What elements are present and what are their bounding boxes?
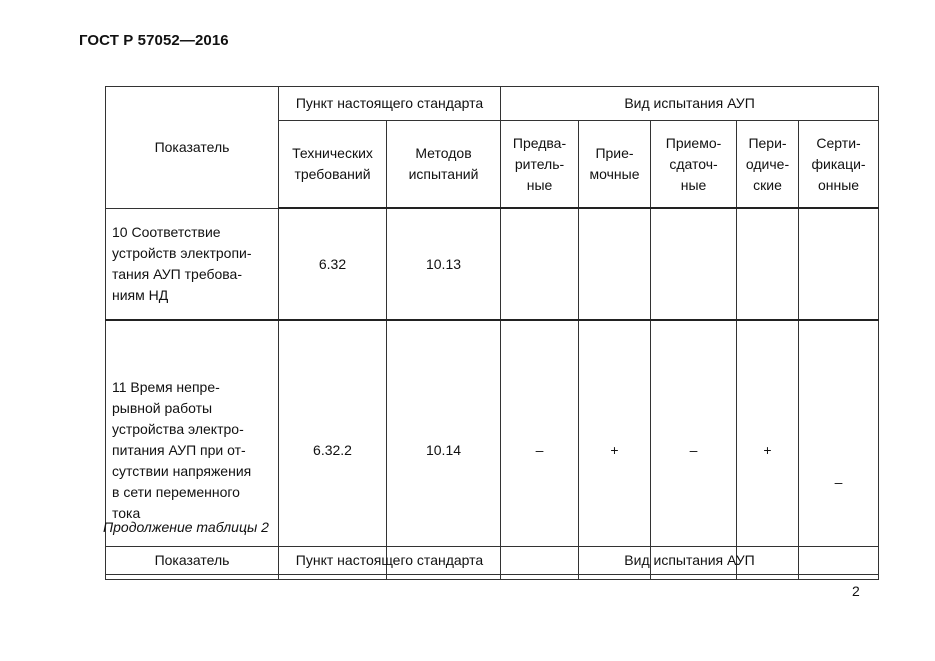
table-row bbox=[106, 208, 879, 320]
header-acceptance: Прие- мочные bbox=[579, 121, 651, 209]
test-matrix-table bbox=[105, 86, 879, 580]
header-certification: Серти- фикаци- онные bbox=[799, 121, 879, 209]
row-periodic: + bbox=[737, 320, 799, 580]
row-indicator: 10 Соответствие устройств электропи- тания АУП требова- ниям НД bbox=[106, 208, 279, 320]
header-periodic: Пери- одиче- ские bbox=[737, 121, 799, 209]
continuation-header-row bbox=[106, 547, 879, 575]
page-number: 2 bbox=[852, 583, 860, 599]
row-test-method: 10.13 bbox=[387, 208, 501, 320]
header-row-1 bbox=[106, 87, 879, 121]
row-periodic bbox=[737, 208, 799, 320]
row-certification bbox=[799, 208, 879, 320]
row-handover bbox=[651, 208, 737, 320]
header-indicator: Показатель bbox=[106, 547, 279, 575]
row-acceptance: + bbox=[579, 320, 651, 580]
table-continuation-caption: Продолжение таблицы 2 bbox=[103, 519, 269, 535]
header-preliminary: Предва- ритель- ные bbox=[501, 121, 579, 209]
header-test-methods: Методов испытаний bbox=[387, 121, 501, 209]
header-indicator: Показатель bbox=[106, 87, 279, 209]
continuation-table-header bbox=[105, 546, 879, 575]
row-test-method: 10.14 bbox=[387, 320, 501, 580]
row-indicator: 11 Время непре- рывной работы устройства электро- питания АУП при от- сутствии напряжения в сети переменного тока bbox=[106, 320, 279, 580]
row-acceptance bbox=[579, 208, 651, 320]
header-clause-group: Пункт настоящего стандарта bbox=[279, 547, 501, 575]
row-preliminary: – bbox=[501, 320, 579, 580]
row-handover: – bbox=[651, 320, 737, 580]
header-tech-requirements: Технических требований bbox=[279, 121, 387, 209]
header-test-group: Вид испытания АУП bbox=[501, 547, 879, 575]
table-row bbox=[106, 320, 879, 580]
header-test-group: Вид испытания АУП bbox=[501, 87, 879, 121]
document-header: ГОСТ Р 57052—2016 bbox=[79, 32, 229, 49]
header-clause-group: Пункт настоящего стандарта bbox=[279, 87, 501, 121]
row-tech-requirements: 6.32.2 bbox=[279, 320, 387, 580]
row-preliminary bbox=[501, 208, 579, 320]
header-handover: Приемо- сдаточ- ные bbox=[651, 121, 737, 209]
row-tech-requirements: 6.32 bbox=[279, 208, 387, 320]
row-certification: – bbox=[799, 320, 879, 580]
